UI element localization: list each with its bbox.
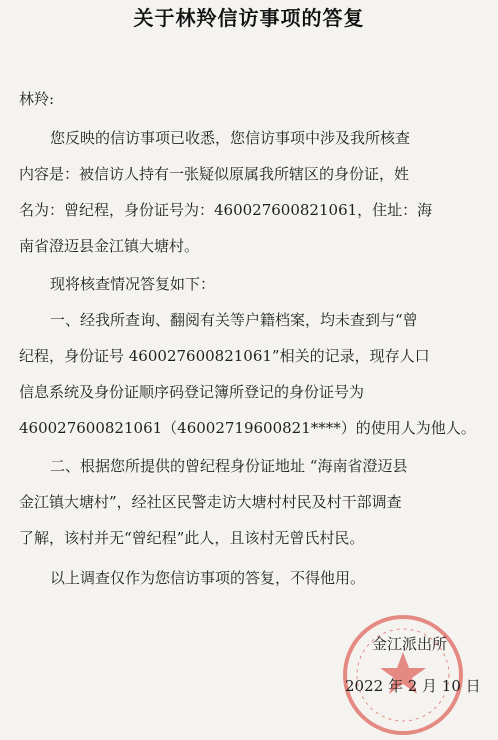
body-line-1: 您反映的信访事项已收悉，您信访事项中涉及我所核查 [50,129,411,147]
body-line-5: 现将核查情况答复如下： [50,275,216,293]
body-line-3: 名为：曾纪程，身份证号为：460027600821061，住址：海 [19,201,433,219]
body-line-6: 一、经我所查询、翻阅有关等户籍档案，均未查到与“曾 [50,311,418,329]
body-line-10: 二、根据您所提供的曾纪程身份证地址 “海南省澄迈县 [50,457,408,475]
body-line-4: 南省澄迈县金江镇大塘村。 [19,237,200,255]
body-line-7: 纪程，身份证号 460027600821061”相关的记录，现存人口 [19,347,430,365]
document-title: 关于林羚信访事项的答复 [133,6,365,30]
body-line-13: 以上调查仅作为您信访事项的答复，不得他用。 [50,569,366,587]
salutation: 林羚: [19,90,55,108]
body-line-2: 内容是：被信访人持有一张疑似原属我所辖区的身份证，姓 [19,165,410,183]
body-line-12: 了解，该村并无“曾纪程”此人，且该村无曾氏村民。 [19,529,365,547]
body-line-11: 金江镇大塘村”，经社区民警走访大塘村村民及村干部调查 [19,493,402,511]
body-line-9: 460027600821061（46002719600821****）的使用人为他人。 [19,419,476,437]
signature-date: 2022 年 2 月 10 日 [345,677,481,695]
signature-unit: 金江派出所 [372,635,448,653]
body-line-8: 信息系统及身份证顺序码登记簿所登记的身份证号为 [19,383,365,401]
